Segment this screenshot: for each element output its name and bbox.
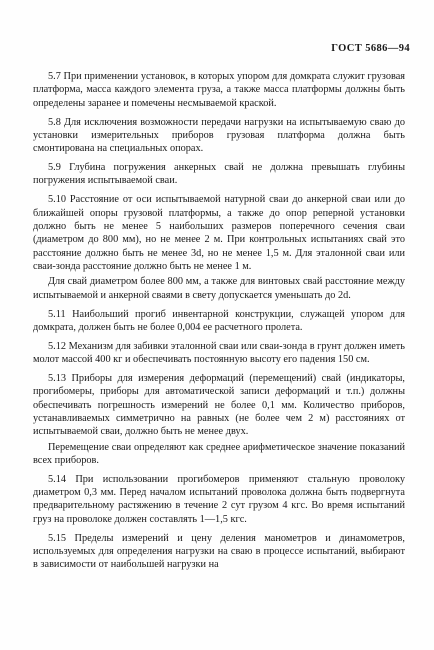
paragraph-5-14: 5.14 При использовании прогибомеров применяют стальную проволоку диаметром 0,3 мм. Перед началом испытаний проволока должна быть подвергнута предварительному растяжению в течение 2 сут грузом 4 кгс. Во время испытаний груз на проволоке должен составлять 1—1,5 кгс. [33,473,405,525]
paragraph-5-9: 5.9 Глубина погружения анкерных свай не должна превышать глубины погружения испытываемой сваи. [33,162,405,187]
paragraph-5-8: 5.8 Для исключения возможности передачи нагрузки на испытываемую сваю до установки измерительных приборов грузовая платформа должна быть смонтирована на специальных опорах. [33,116,405,155]
paragraph-5-15: 5.15 Пределы измерений и цену деления манометров и динамометров, используемых для определения нагрузки на сваю в процессе испытаний, выбирают в зависимости от наибольшей нагрузки на [33,532,405,571]
paragraph-5-7: 5.7 При применении установок, в которых упором для домкрата служит грузовая платформа, масса каждого элемента груза, а также масса платформы должны быть определены заранее и помечены несмываемой краской. [33,71,405,109]
document-body [33,70,405,577]
paragraph-5-13: 5.13 Приборы для измерения деформаций (перемещений) свай (индикаторы, прогибомеры, приборы для автоматической записи деформаций и т.п.) должны обеспечивать погрешность измерений не более 0,1 мм. Количество приборов, устанавливаемых симметрично на равных (не более чем 2 м) расстояниях от испытываемой сваи, должно быть не менее двух. [33,372,405,438]
paragraph-5-13-continued: Перемещение сваи определяют как среднее арифметическое значение показаний всех приборов. [33,441,405,466]
paragraph-5-10-continued: Для свай диаметром более 800 мм, а также для винтовых свай расстояние между испытываемой и анкерной сваями в свету допускается уменьшать до 2d. [33,276,405,301]
paragraph-5-10: 5.10 Расстояние от оси испытываемой натурной сваи до анкерной сваи или до ближайшей опоры грузовой платформы, а также до опор реперной установки должно быть не менее 5 наибольших размеров поперечного сечения сваи (диаметром до 800 мм), но не менее 2 м. При контрольных испытаниях свай это расстояние должно быть не менее 3d, но не менее 1,5 м. Для эталонной сваи или сваи-зонда расстояние должно быть не менее 1 м. [33,194,405,272]
paragraph-5-12: 5.12 Механизм для забивки эталонной сваи или сваи-зонда в грунт должен иметь молот массой 400 кг и обеспечивать постоянную высоту его падения 150 см. [33,340,405,366]
document-header: ГОСТ 5686—94 [331,43,410,54]
paragraph-5-11: 5.11 Наибольший прогиб инвентарной конструкции, служащей упором для домкрата, должен быть не более 0,004 ее расчетного пролета. [33,308,405,333]
